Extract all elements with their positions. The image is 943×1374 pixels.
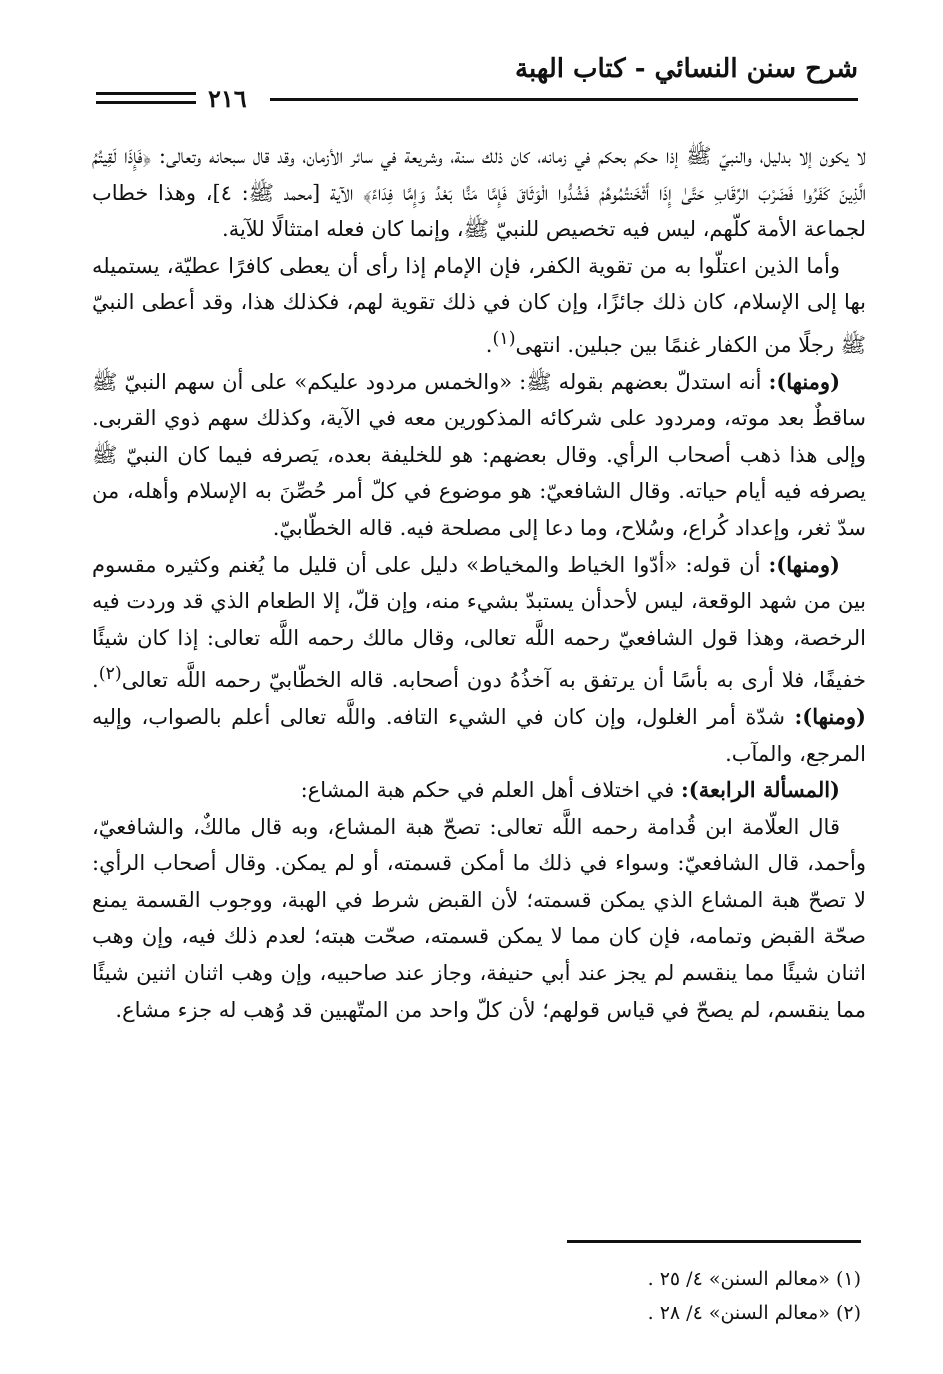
header-double-rule xyxy=(96,92,196,110)
footnote-separator xyxy=(567,1240,861,1243)
body-text xyxy=(92,138,866,1028)
footnote-marker: (١) xyxy=(492,328,516,349)
footnote: (١) «معالم السنن» ٤/ ٢٥ . xyxy=(647,1268,861,1290)
footnotes xyxy=(361,1262,861,1330)
paragraph xyxy=(92,772,866,809)
paragraph: وأما الذين اعتلّوا به من تقوية الكفر، فإن الإمام إذا رأى أن يعطى كافرًا عطيّة، يستميله بها إلى الإسلام، كان ذلك جائزًا، وإن كان في ذلك تقوية لهم، فكذلك هذا، وقد أعطى النبيّ ﷺ رجلًا من الكفار غنمًا بين جبلين. انتهى$^{(١)}$. xyxy=(92,253,866,357)
page-number: ٢١٦ xyxy=(208,84,247,113)
footnote-marker: (٢) xyxy=(98,664,122,685)
paragraph-text: في اختلاف أهل العلم في حكم هبة المشاع: xyxy=(300,778,675,803)
paragraph-text: قال العلّامة ابن قُدامة رحمه اللَّه تعالى: تصحّ هبة المشاع، وبه قال مالكٌ، والشافعيّ، وأحمد، قال الشافعيّ: وسواء في ذلك ما أمكن قسمته، أو لم يمكن. وقال أصحاب الرأي: لا تصحّ هبة المشاع الذي يمكن قسمته؛ لأن القبض شرط في الهبة، ووجوب القسمة يمنع صحّة القبض وتمامه، فإن كان مما لا يمكن قسمته، صحّت هبته؛ لعدم ذلك فيه، وإن وهب اثنان شيئًا مما ينقسم لم يجز عند أبي حنيفة، وجاز عند صاحبيه، وإن وهب اثنان اثنين شيئًا مما ينقسم، لم يصحّ في قياس قولهم؛ لأن كلّ واحد من المتّهبين قد وُهب له جزء مشاع. xyxy=(92,814,866,1022)
header-rule xyxy=(270,98,858,101)
section-heading: (المسألة الرابعة): xyxy=(681,777,840,803)
paragraph: (ومنها): أن قوله: «أدّوا الخياط والمخياط» دليل على أن قليل ما يُغنم وكثيره مقسوم بين من شهد الوقعة، ليس لأحدأن يستبدّ بشيء منه، وإن قلّ، إلا الطعام الذي قد وردت فيه الرخصة، وهذا قول الشافعيّ رحمه اللَّه تعالى، وقال مالك رحمه اللَّه تعالى: إذا كان شيئًا خفيفًا، فلا أرى به بأسًا أن يرتفق به آخذُهُ دون أصحابه. قاله الخطّابيّ رحمه اللَّه تعالى$^{(٢)}$. (ومنها): شدّة أمر الغلول، وإن كان في الشيء التافه. واللَّه تعالى أعلم بالصواب، وإليه المرجع، والمآب. xyxy=(92,551,866,766)
paragraph-text: لا يكون إلا بدليل، والنبيّ ﷺ إذا حكم بحكم في زمانه، كان ذلك سنة، وشريعة في سائر الأزمان، وقد قال سبحانه وتعالى: ﴿فَإِذَا لَقِيتُمُ الَّذِينَ كَفَرُوا فَضَرْبَ الرِّقَابِ حَتَّىٰ إِذَا أَثْخَنتُمُوهُمْ فَشُدُّوا الْوَثَاقَ فَإِمَّا مَنًّا بَعْدُ وَإِمَّا فِدَاءً﴾ الآية [محمد ﷺ: ٤]، وهذا خطاب لجماعة الأمة كلّهم، ليس فيه تخصيص للنبيّ ﷺ، وإنما كان فعله امتثالًا للآية. xyxy=(92,144,866,242)
page-header xyxy=(96,48,858,118)
section-label: (ومنها): xyxy=(768,551,840,577)
paragraph-text: أنه استدلّ بعضهم بقوله ﷺ: «والخمس مردود عليكم» على أن سهم النبيّ ﷺ ساقطٌ بعد موته، ومردود على شركائه المذكورين معه في الآية، وكذلك سهم ذوي القربى. وإلى هذا ذهب أصحاب الرأي. وقال بعضهم: هو للخليفة بعده، يَصرفه فيما كان النبيّ ﷺ يصرفه فيه أيام حياته. وقال الشافعيّ: هو موضوع في كلّ أمر حُصِّنَ به الإسلام وأهله، من سدّ ثغر، وإعداد كُراع، وسُلاح، وما دعا إلى مصلحة فيه. قاله الخطّابيّ. xyxy=(92,369,866,540)
running-title: شرح سنن النسائي - كتاب الهبة xyxy=(515,54,858,84)
paragraph-text: وأما الذين اعتلّوا به من تقوية الكفر، فإن الإمام إذا رأى أن يعطى كافرًا عطيّة، يستميله بها إلى الإسلام، كان ذلك جائزًا، وإن كان في ذلك تقوية لهم، فكذلك هذا، وقد أعطى النبيّ ﷺ رجلًا من الكفار غنمًا بين جبلين. انتهى xyxy=(92,253,866,357)
paragraph-text: أن قوله: «أدّوا الخياط والمخياط» دليل على أن قليل ما يُغنم وكثيره مقسوم بين من شهد الوقعة، ليس لأحدأن يستبدّ بشيء منه، وإن قلّ، إلا الطعام الذي قد وردت فيه الرخصة، وهذا قول الشافعيّ رحمه اللَّه تعالى، وقال مالك رحمه اللَّه تعالى: إذا كان شيئًا خفيفًا، فلا أرى به بأسًا أن يرتفق به آخذُهُ دون أصحابه. قاله الخطّابيّ رحمه اللَّه تعالى xyxy=(92,552,866,693)
footnote: (٢) «معالم السنن» ٤/ ٢٨ . xyxy=(647,1302,861,1324)
paragraph-text: شدّة أمر الغلول، وإن كان في الشيء التافه. واللَّه تعالى أعلم بالصواب، وإليه المرجع، والمآب. xyxy=(92,704,866,766)
paragraph xyxy=(92,809,866,1029)
section-label: (ومنها): xyxy=(768,368,841,394)
paragraph xyxy=(92,138,866,248)
paragraph xyxy=(92,364,866,547)
section-label: (ومنها): xyxy=(794,703,866,729)
